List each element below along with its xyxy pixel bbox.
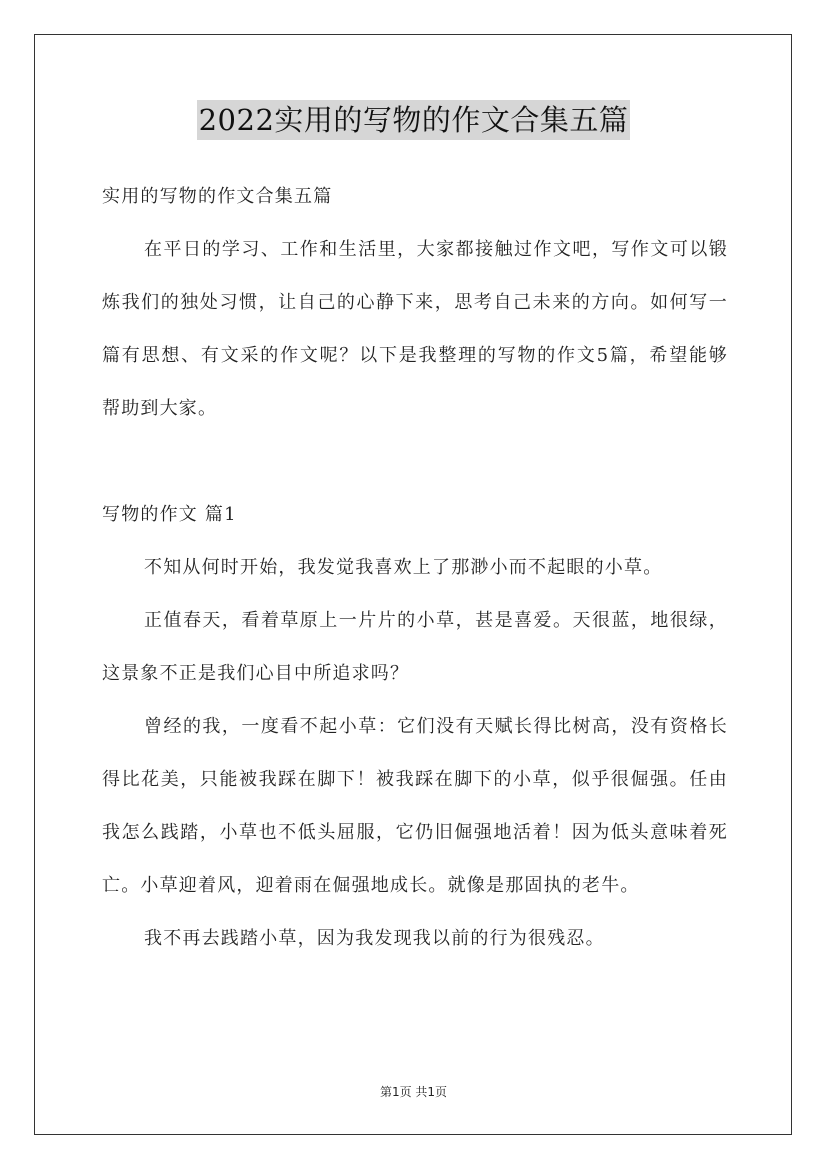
body-paragraph: 不知从何时开始，我发觉我喜欢上了那渺小而不起眼的小草。: [144, 557, 663, 578]
section-heading: 写物的作文 篇1: [102, 504, 237, 525]
document-body: [102, 170, 728, 965]
section-spacer: [102, 435, 728, 488]
document-subtitle: 实用的写物的作文合集五篇: [102, 186, 333, 207]
page-number-footer: 第1页 共1页: [379, 1085, 448, 1099]
title-container: [0, 100, 827, 140]
body-paragraph: 我不再去践踏小草，因为我发现我以前的行为很残忍。: [144, 928, 605, 949]
body-paragraph: 曾经的我，一度看不起小草：它们没有天赋长得比树高，没有资格长得比花美，只能被我踩在脚下！被我踩在脚下的小草，似乎很倔强。任由我怎么践踏，小草也不低头屈服，它仍旧倔强地活着！因为低头意味着死亡。小草迎着风，迎着雨在倔强地成长。就像是那固执的老牛。: [102, 716, 728, 896]
intro-paragraph: 在平日的学习、工作和生活里，大家都接触过作文吧，写作文可以锻炼我们的独处习惯，让自己的心静下来，思考自己未来的方向。如何写一篇有思想、有文采的作文呢？以下是我整理的写物的作文5篇，希望能够帮助到大家。: [102, 239, 728, 419]
document-title: 2022实用的写物的作文合集五篇: [197, 100, 631, 140]
body-paragraph: 正值春天，看着草原上一片片的小草，甚是喜爱。天很蓝，地很绿，这景象不正是我们心目中所追求吗？: [102, 610, 728, 684]
